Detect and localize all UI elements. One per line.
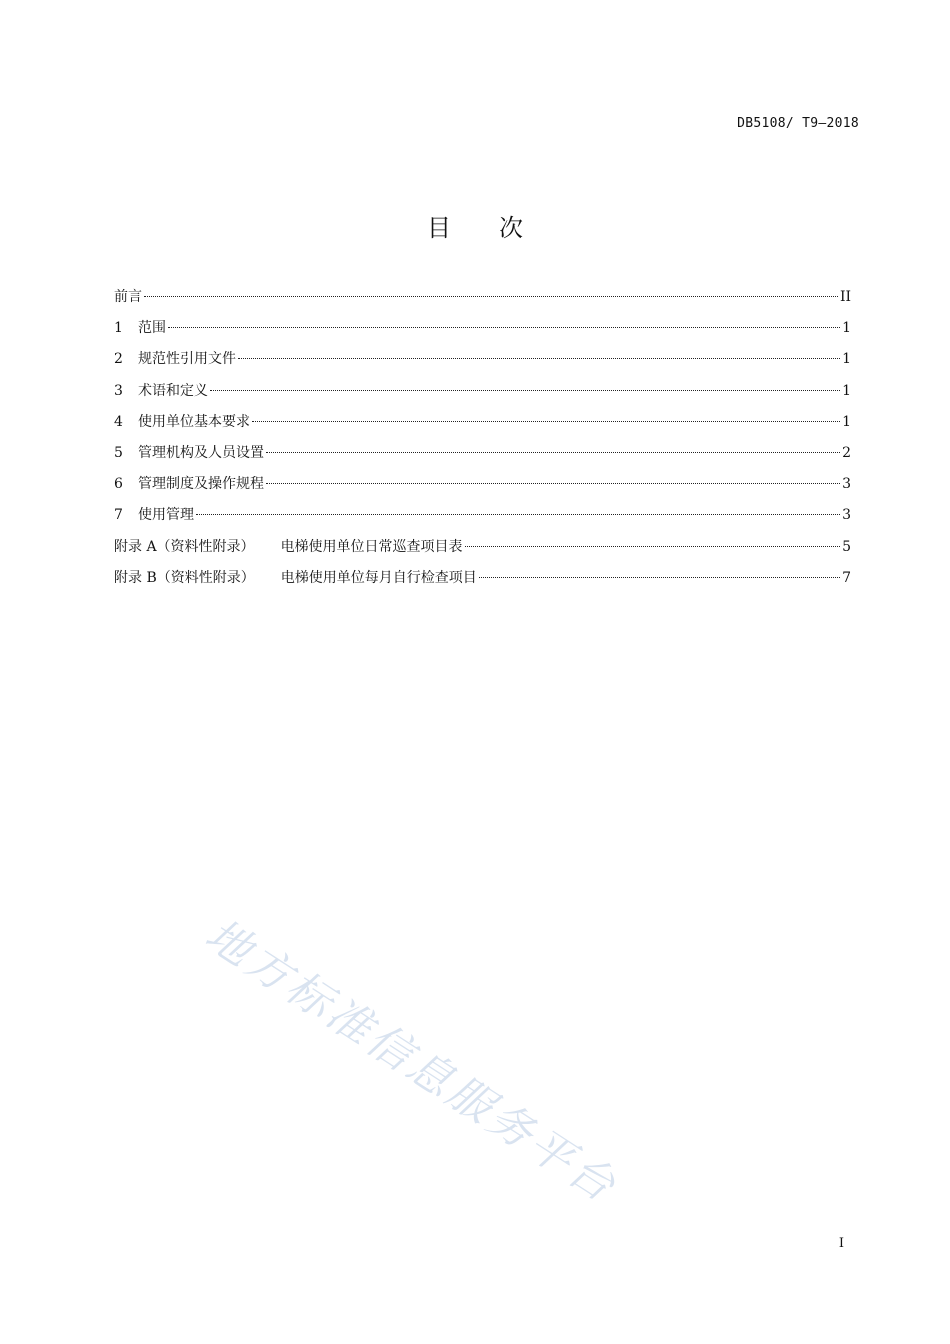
toc-entry-page: 1 — [842, 382, 851, 399]
toc-entry-number: 6 — [114, 476, 123, 493]
toc-entry-text: 前言 — [114, 289, 142, 305]
toc-entry-appendix-b[interactable] — [114, 567, 851, 598]
toc-entry-page: 5 — [842, 538, 851, 555]
toc-entry-3[interactable] — [114, 380, 851, 411]
toc-entry-page: II — [839, 289, 851, 305]
toc-leader-dots — [196, 514, 840, 515]
toc-entry-appendix-prefix: 附录 B（资料性附录） — [114, 569, 255, 586]
toc-entry-page: 1 — [842, 320, 851, 337]
toc-entry-text: 电梯使用单位每月自行检查项目 — [280, 569, 477, 586]
document-code: DB5108/ T9—2018 — [737, 116, 859, 131]
toc-leader-dots — [252, 421, 840, 422]
toc-entry-number: 2 — [114, 351, 123, 368]
toc-entry-page: 1 — [842, 413, 851, 430]
toc-entry-text: 范围 — [138, 320, 166, 337]
toc-entry-text: 规范性引用文件 — [138, 351, 236, 368]
toc-entry-number: 3 — [114, 382, 123, 399]
toc-leader-dots — [168, 327, 840, 328]
toc-entry-page: 3 — [842, 476, 851, 493]
toc-entry-text: 管理机构及人员设置 — [138, 444, 264, 461]
toc-leader-dots — [144, 296, 838, 297]
toc-entry-page: 1 — [842, 351, 851, 368]
page-number: I — [838, 1236, 844, 1251]
toc-entry-4[interactable] — [114, 411, 851, 442]
toc-entry-appendix-prefix: 附录 A（资料性附录） — [114, 538, 255, 555]
toc-entry-text: 使用单位基本要求 — [138, 413, 250, 430]
toc-leader-dots — [479, 577, 840, 578]
toc-leader-dots — [266, 483, 840, 484]
toc-entry-text: 术语和定义 — [138, 382, 208, 399]
toc-entry-appendix-a[interactable] — [114, 536, 851, 567]
toc-entry-1[interactable] — [114, 317, 851, 348]
toc-leader-dots — [266, 452, 840, 453]
toc-entry-7[interactable] — [114, 504, 851, 535]
toc-entry-number: 4 — [114, 413, 123, 430]
toc-entry-5[interactable] — [114, 442, 851, 473]
toc-list — [114, 286, 851, 598]
toc-entry-foreword[interactable] — [114, 286, 851, 317]
toc-entry-text: 电梯使用单位日常巡查项目表 — [280, 538, 463, 555]
toc-entry-2[interactable] — [114, 348, 851, 379]
toc-entry-number: 1 — [114, 320, 123, 337]
toc-leader-dots — [238, 358, 840, 359]
toc-entry-page: 7 — [842, 569, 851, 586]
toc-entry-text: 使用管理 — [138, 507, 194, 524]
toc-entry-text: 管理制度及操作规程 — [138, 476, 264, 493]
toc-entry-page: 3 — [842, 507, 851, 524]
toc-entry-6[interactable] — [114, 473, 851, 504]
toc-entry-page: 2 — [842, 444, 851, 461]
toc-leader-dots — [210, 390, 840, 391]
toc-title: 目次 — [427, 214, 571, 242]
toc-entry-number: 5 — [114, 444, 123, 461]
toc-leader-dots — [465, 546, 841, 547]
watermark: 地方标准信息服务平台 — [196, 909, 627, 1214]
toc-entry-number: 7 — [114, 507, 123, 524]
